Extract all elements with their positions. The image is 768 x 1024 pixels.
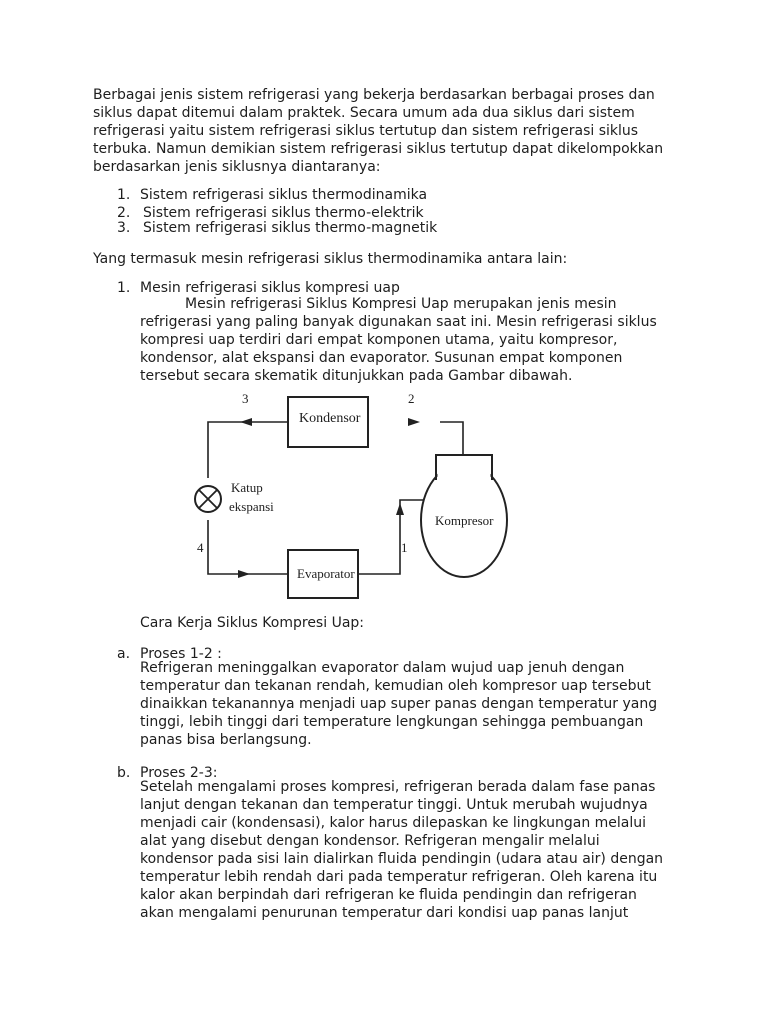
list-item: Sistem refrigerasi siklus thermodinamika	[140, 187, 428, 203]
list-marker: a.	[117, 646, 131, 662]
process-description	[140, 778, 700, 922]
section-title: Cara Kerja Siklus Kompresi Uap:	[140, 615, 364, 631]
description-line: refrigerasi yang paling banyak digunakan saat ini. Mesin refrigerasi siklus	[140, 314, 657, 330]
point-label-2: 2	[408, 391, 415, 406]
thermo-intro: Yang termasuk mesin refrigerasi siklus thermodinamika antara lain:	[93, 251, 568, 267]
process-line: alat yang disebut dengan kondensor. Refrigeran mengalir melalui	[140, 833, 600, 849]
process-line: temperatur lebih rendah dari pada temperatur refrigeran. Oleh karena itu	[140, 869, 658, 885]
list-marker: b.	[117, 765, 131, 781]
process-line: temperatur dan tekanan rendah, kemudian oleh kompresor uap tersebut	[140, 678, 651, 694]
process-title: Proses 1-2 :	[140, 646, 222, 662]
process-line: kalor akan berpindah dari refrigeran ke fluida pendingin dan refrigeran	[140, 887, 637, 903]
list-number: 1.	[117, 187, 131, 203]
description-line: kondensor, alat ekspansi dan evaporator. Susunan empat komponen	[140, 350, 623, 366]
condenser-label: Kondensor	[299, 411, 361, 426]
process-line: kondensor pada sisi lain dialirkan fluida pendingin (udara atau air) dengan	[140, 851, 664, 867]
process-line: tinggi, lebih tinggi dari temperature lengkungan sehingga pembuangan	[140, 714, 644, 730]
list-item: Sistem refrigerasi siklus thermo-magnetik	[143, 220, 438, 236]
point-label-4: 4	[197, 540, 204, 555]
process-line: dinaikkan tekanannya menjadi uap super panas dengan temperatur yang	[140, 696, 658, 712]
process-line: lanjut dengan tekanan dan temperatur tinggi. Untuk merubah wujudnya	[140, 797, 648, 813]
intro-line: refrigerasi yaitu sistem refrigerasi siklus tertutup dan sistem refrigerasi siklus	[93, 123, 639, 139]
valve-label: Katup	[231, 480, 263, 495]
list-number: 2.	[117, 205, 131, 221]
arrow-left-top	[240, 418, 252, 426]
list-number: 1.	[117, 280, 131, 296]
process-line: Setelah mengalami proses kompresi, refrigeran berada dalam fase panas	[140, 779, 656, 795]
description-line: tersebut secara skematik ditunjukkan pada Gambar dibawah.	[140, 368, 573, 384]
process-line: Refrigeran meninggalkan evaporator dalam wujud uap jenuh dengan	[140, 660, 625, 676]
machine-item-title: Mesin refrigerasi siklus kompresi uap	[140, 280, 400, 296]
arrow-right-bottom	[238, 570, 250, 578]
line-compressor-to-condenser	[440, 422, 463, 455]
intro-line: terbuka. Namun demikian sistem refrigerasi siklus tertutup dapat dikelompokkan	[93, 141, 664, 157]
list-item: Sistem refrigerasi siklus thermo-elektrik	[143, 205, 424, 221]
evaporator-label: Evaporator	[297, 566, 355, 581]
process-line: panas bisa berlangsung.	[140, 732, 312, 748]
description-line: Mesin refrigerasi Siklus Kompresi Uap merupakan jenis mesin	[185, 296, 617, 312]
intro-line: berdasarkan jenis siklusnya diantaranya:	[93, 159, 381, 175]
process-description	[140, 659, 700, 749]
process-line: menjadi cair (kondensasi), kalor harus dilepaskan ke lingkungan melalui	[140, 815, 647, 831]
intro-line: Berbagai jenis sistem refrigerasi yang bekerja berdasarkan berbagai proses dan	[93, 87, 655, 103]
line-condenser-to-valve	[208, 422, 288, 478]
point-label-1: 1	[401, 540, 408, 555]
list-number: 3.	[117, 220, 131, 236]
line-valve-to-evaporator	[208, 520, 288, 574]
process-title: Proses 2-3:	[140, 765, 218, 781]
point-label-3: 3	[242, 391, 249, 406]
intro-line: siklus dapat ditemui dalam praktek. Secara umum ada dua siklus dari sistem	[93, 105, 635, 121]
valve-label: ekspansi	[229, 499, 274, 514]
description-line: kompresi uap terdiri dari empat komponen utama, yaitu kompresor,	[140, 332, 618, 348]
process-line: akan mengalami penurunan temperatur dari kondisi uap panas lanjut	[140, 905, 629, 921]
arrow-up-right	[396, 503, 404, 515]
compressor-label: Kompresor	[435, 513, 494, 528]
arrow-right-top	[408, 418, 420, 426]
